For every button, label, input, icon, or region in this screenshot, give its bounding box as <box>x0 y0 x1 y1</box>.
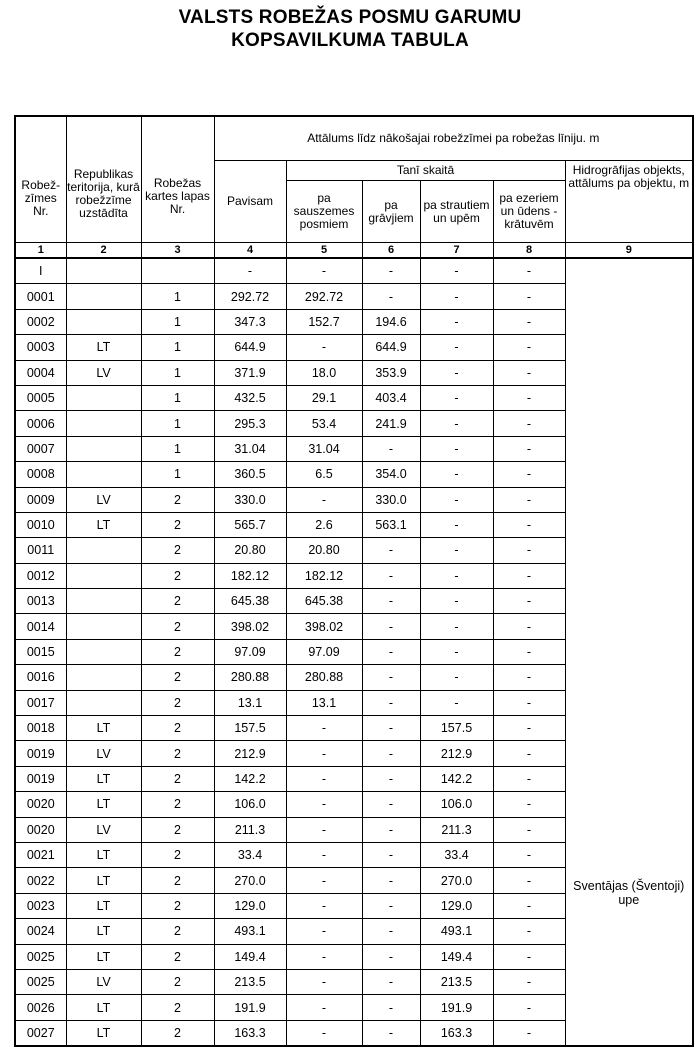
cell-map-sheet: 1 <box>141 309 214 334</box>
cell-map-sheet: 1 <box>141 411 214 436</box>
cell-map-sheet: 2 <box>141 817 214 842</box>
cell-land-distance: - <box>286 919 362 944</box>
cell-lake-distance: - <box>493 741 565 766</box>
cell-total-distance: 565.7 <box>214 512 286 537</box>
cell-land-distance: - <box>286 792 362 817</box>
cell-boundary-mark-nr: 0011 <box>15 538 66 563</box>
cell-total-distance: 371.9 <box>214 360 286 385</box>
cell-map-sheet: 2 <box>141 665 214 690</box>
cell-map-sheet: 2 <box>141 741 214 766</box>
cell-ditch-distance: 330.0 <box>362 487 420 512</box>
cell-territory: LV <box>66 817 141 842</box>
cell-land-distance: - <box>286 716 362 741</box>
cell-land-distance: - <box>286 487 362 512</box>
cell-map-sheet: 2 <box>141 512 214 537</box>
cell-total-distance: - <box>214 258 286 284</box>
cell-total-distance: 270.0 <box>214 868 286 893</box>
cell-ditch-distance: - <box>362 766 420 791</box>
cell-river-distance: - <box>420 614 493 639</box>
cell-river-distance: 213.5 <box>420 969 493 994</box>
cell-lake-distance: - <box>493 690 565 715</box>
cell-boundary-mark-nr: 0004 <box>15 360 66 385</box>
cell-map-sheet: 2 <box>141 893 214 918</box>
cell-map-sheet: 2 <box>141 792 214 817</box>
header-republic-territory: Republikas teritorija, kurā robežzīme uzstādīta <box>66 116 141 243</box>
table-header <box>15 116 693 258</box>
cell-river-distance: 149.4 <box>420 944 493 969</box>
cell-map-sheet: 1 <box>141 335 214 360</box>
cell-boundary-mark-nr: 0025 <box>15 969 66 994</box>
cell-lake-distance: - <box>493 995 565 1020</box>
cell-map-sheet: 2 <box>141 716 214 741</box>
cell-lake-distance: - <box>493 335 565 360</box>
cell-ditch-distance: - <box>362 716 420 741</box>
cell-lake-distance: - <box>493 284 565 309</box>
cell-territory <box>66 385 141 410</box>
cell-map-sheet: 1 <box>141 462 214 487</box>
cell-total-distance: 645.38 <box>214 589 286 614</box>
cell-territory: LT <box>66 868 141 893</box>
cell-territory <box>66 589 141 614</box>
header-land-segments: pa sauszemes posmiem <box>286 181 362 243</box>
cell-total-distance: 157.5 <box>214 716 286 741</box>
cell-boundary-mark-nr: 0019 <box>15 741 66 766</box>
header-distance-group: Attālums līdz nākošajai robežzīmei pa robežas līniju. m <box>214 116 693 161</box>
cell-lake-distance: - <box>493 589 565 614</box>
cell-boundary-mark-nr: 0014 <box>15 614 66 639</box>
cell-land-distance: - <box>286 741 362 766</box>
cell-territory: LT <box>66 716 141 741</box>
cell-ditch-distance: - <box>362 563 420 588</box>
cell-ditch-distance: 563.1 <box>362 512 420 537</box>
cell-boundary-mark-nr: 0006 <box>15 411 66 436</box>
border-segments-table <box>14 115 694 1047</box>
cell-total-distance: 106.0 <box>214 792 286 817</box>
cell-boundary-mark-nr: 0005 <box>15 385 66 410</box>
cell-boundary-mark-nr: 0016 <box>15 665 66 690</box>
cell-ditch-distance: - <box>362 995 420 1020</box>
cell-ditch-distance: - <box>362 842 420 867</box>
cell-river-distance: - <box>420 690 493 715</box>
cell-boundary-mark-nr: 0019 <box>15 766 66 791</box>
cell-map-sheet: 2 <box>141 766 214 791</box>
cell-map-sheet: 1 <box>141 360 214 385</box>
cell-lake-distance: - <box>493 766 565 791</box>
cell-land-distance: 280.88 <box>286 665 362 690</box>
title-line-2: KOPSAVILKUMA TABULA <box>231 30 469 51</box>
column-number: 1 <box>15 243 66 259</box>
cell-lake-distance: - <box>493 360 565 385</box>
cell-land-distance: - <box>286 335 362 360</box>
cell-land-distance: 18.0 <box>286 360 362 385</box>
cell-territory: LT <box>66 335 141 360</box>
cell-boundary-mark-nr: 0026 <box>15 995 66 1020</box>
cell-total-distance: 493.1 <box>214 919 286 944</box>
cell-lake-distance: - <box>493 563 565 588</box>
column-number: 2 <box>66 243 141 259</box>
cell-land-distance: 31.04 <box>286 436 362 461</box>
table-row <box>15 741 693 766</box>
column-number: 5 <box>286 243 362 259</box>
cell-lake-distance: - <box>493 411 565 436</box>
cell-territory: LT <box>66 792 141 817</box>
cell-total-distance: 149.4 <box>214 944 286 969</box>
column-number: 7 <box>420 243 493 259</box>
table-body <box>15 258 693 1046</box>
cell-lake-distance: - <box>493 919 565 944</box>
cell-map-sheet: 2 <box>141 614 214 639</box>
cell-boundary-mark-nr: 0027 <box>15 1020 66 1046</box>
cell-total-distance: 211.3 <box>214 817 286 842</box>
cell-total-distance: 213.5 <box>214 969 286 994</box>
cell-total-distance: 360.5 <box>214 462 286 487</box>
cell-land-distance: - <box>286 969 362 994</box>
cell-total-distance: 33.4 <box>214 842 286 867</box>
cell-river-distance: - <box>420 538 493 563</box>
column-number: 9 <box>565 243 693 259</box>
cell-lake-distance: - <box>493 817 565 842</box>
cell-map-sheet: 1 <box>141 436 214 461</box>
cell-territory <box>66 665 141 690</box>
cell-land-distance: 53.4 <box>286 411 362 436</box>
cell-lake-distance: - <box>493 1020 565 1046</box>
cell-ditch-distance: 353.9 <box>362 360 420 385</box>
cell-territory <box>66 411 141 436</box>
cell-river-distance: - <box>420 385 493 410</box>
cell-ditch-distance: - <box>362 538 420 563</box>
cell-total-distance: 398.02 <box>214 614 286 639</box>
cell-map-sheet: 2 <box>141 995 214 1020</box>
cell-ditch-distance: 354.0 <box>362 462 420 487</box>
cell-map-sheet: 2 <box>141 868 214 893</box>
column-number: 8 <box>493 243 565 259</box>
cell-river-distance: - <box>420 487 493 512</box>
cell-boundary-mark-nr: 0022 <box>15 868 66 893</box>
cell-boundary-mark-nr: 0021 <box>15 842 66 867</box>
cell-ditch-distance: - <box>362 817 420 842</box>
cell-lake-distance: - <box>493 792 565 817</box>
cell-river-distance: 157.5 <box>420 716 493 741</box>
cell-ditch-distance: - <box>362 614 420 639</box>
cell-river-distance: - <box>420 360 493 385</box>
cell-lake-distance: - <box>493 462 565 487</box>
cell-map-sheet: 1 <box>141 284 214 309</box>
cell-river-distance: 129.0 <box>420 893 493 918</box>
cell-territory: LV <box>66 487 141 512</box>
cell-land-distance: 29.1 <box>286 385 362 410</box>
cell-map-sheet: 2 <box>141 563 214 588</box>
cell-total-distance: 129.0 <box>214 893 286 918</box>
cell-land-distance: 292.72 <box>286 284 362 309</box>
cell-map-sheet: 2 <box>141 969 214 994</box>
cell-territory: LV <box>66 741 141 766</box>
cell-land-distance: - <box>286 944 362 969</box>
cell-territory <box>66 462 141 487</box>
cell-map-sheet: 2 <box>141 842 214 867</box>
cell-total-distance: 163.3 <box>214 1020 286 1046</box>
cell-ditch-distance: 241.9 <box>362 411 420 436</box>
header-lakes-reservoirs: pa ezeriem un ūdens - krātuvēm <box>493 181 565 243</box>
cell-map-sheet: 2 <box>141 589 214 614</box>
cell-ditch-distance: - <box>362 919 420 944</box>
cell-territory <box>66 309 141 334</box>
cell-total-distance: 347.3 <box>214 309 286 334</box>
cell-territory: LT <box>66 944 141 969</box>
cell-total-distance: 97.09 <box>214 639 286 664</box>
cell-river-distance: 211.3 <box>420 817 493 842</box>
cell-total-distance: 280.88 <box>214 665 286 690</box>
cell-land-distance: - <box>286 817 362 842</box>
cell-boundary-mark-nr: 0007 <box>15 436 66 461</box>
cell-boundary-mark-nr: 0010 <box>15 512 66 537</box>
header-map-sheet-nr: Robežas kartes lapas Nr. <box>141 116 214 243</box>
cell-land-distance: - <box>286 842 362 867</box>
cell-map-sheet <box>141 258 214 284</box>
cell-boundary-mark-nr: 0012 <box>15 563 66 588</box>
cell-boundary-mark-nr: 0013 <box>15 589 66 614</box>
cell-land-distance: 645.38 <box>286 589 362 614</box>
cell-lake-distance: - <box>493 487 565 512</box>
cell-map-sheet: 2 <box>141 639 214 664</box>
cell-lake-distance: - <box>493 842 565 867</box>
cell-land-distance: 398.02 <box>286 614 362 639</box>
cell-total-distance: 191.9 <box>214 995 286 1020</box>
cell-land-distance: 152.7 <box>286 309 362 334</box>
cell-lake-distance: - <box>493 639 565 664</box>
cell-boundary-mark-nr: 0020 <box>15 792 66 817</box>
cell-river-distance: - <box>420 563 493 588</box>
cell-lake-distance: - <box>493 868 565 893</box>
cell-lake-distance: - <box>493 893 565 918</box>
cell-boundary-mark-nr: 0015 <box>15 639 66 664</box>
cell-land-distance: 20.80 <box>286 538 362 563</box>
cell-boundary-mark-nr: 0003 <box>15 335 66 360</box>
cell-river-distance: 142.2 <box>420 766 493 791</box>
cell-river-distance: - <box>420 436 493 461</box>
cell-map-sheet: 2 <box>141 1020 214 1046</box>
cell-land-distance: 6.5 <box>286 462 362 487</box>
header-boundary-mark-nr: Robež-zīmes Nr. <box>15 116 66 243</box>
cell-river-distance: - <box>420 309 493 334</box>
cell-total-distance: 292.72 <box>214 284 286 309</box>
cell-ditch-distance: 403.4 <box>362 385 420 410</box>
cell-boundary-mark-nr: 0020 <box>15 817 66 842</box>
cell-lake-distance: - <box>493 944 565 969</box>
column-number: 3 <box>141 243 214 259</box>
cell-total-distance: 432.5 <box>214 385 286 410</box>
cell-territory: LT <box>66 995 141 1020</box>
column-number: 6 <box>362 243 420 259</box>
cell-ditch-distance: - <box>362 258 420 284</box>
cell-territory <box>66 284 141 309</box>
cell-boundary-mark-nr: 0008 <box>15 462 66 487</box>
cell-river-distance: 163.3 <box>420 1020 493 1046</box>
header-hydrographic-object: Hidrogrāfijas objekts, attālums pa objektu, m <box>565 161 693 243</box>
header-total: Pavisam <box>214 161 286 243</box>
cell-lake-distance: - <box>493 258 565 284</box>
cell-territory: LT <box>66 919 141 944</box>
cell-ditch-distance: - <box>362 741 420 766</box>
cell-territory <box>66 436 141 461</box>
cell-territory <box>66 690 141 715</box>
column-number: 4 <box>214 243 286 259</box>
cell-river-distance: - <box>420 258 493 284</box>
cell-boundary-mark-nr: 0024 <box>15 919 66 944</box>
cell-land-distance: 2.6 <box>286 512 362 537</box>
header-of-which: Tanī skaitā <box>286 161 565 181</box>
cell-river-distance: 493.1 <box>420 919 493 944</box>
cell-lake-distance: - <box>493 385 565 410</box>
cell-map-sheet: 2 <box>141 944 214 969</box>
cell-river-distance: - <box>420 462 493 487</box>
cell-land-distance: - <box>286 766 362 791</box>
cell-river-distance: 212.9 <box>420 741 493 766</box>
cell-boundary-mark-nr: 0017 <box>15 690 66 715</box>
cell-river-distance: - <box>420 335 493 360</box>
cell-hydro-object: Sventājas (Šventoji) upe <box>565 741 693 1046</box>
cell-territory <box>66 639 141 664</box>
cell-total-distance: 330.0 <box>214 487 286 512</box>
cell-land-distance: - <box>286 995 362 1020</box>
cell-ditch-distance: - <box>362 792 420 817</box>
cell-boundary-mark-nr: 0001 <box>15 284 66 309</box>
cell-land-distance: 182.12 <box>286 563 362 588</box>
cell-lake-distance: - <box>493 436 565 461</box>
cell-hydro-empty <box>565 258 693 741</box>
cell-lake-distance: - <box>493 665 565 690</box>
cell-territory: LV <box>66 360 141 385</box>
cell-map-sheet: 1 <box>141 385 214 410</box>
cell-land-distance: - <box>286 893 362 918</box>
cell-ditch-distance: - <box>362 665 420 690</box>
cell-map-sheet: 2 <box>141 919 214 944</box>
cell-river-distance: - <box>420 512 493 537</box>
cell-territory <box>66 538 141 563</box>
cell-map-sheet: 2 <box>141 690 214 715</box>
cell-territory: LT <box>66 1020 141 1046</box>
cell-land-distance: - <box>286 868 362 893</box>
cell-lake-distance: - <box>493 614 565 639</box>
cell-territory: LT <box>66 512 141 537</box>
cell-river-distance: - <box>420 284 493 309</box>
cell-river-distance: 270.0 <box>420 868 493 893</box>
cell-boundary-mark-nr: 0002 <box>15 309 66 334</box>
cell-ditch-distance: 644.9 <box>362 335 420 360</box>
cell-lake-distance: - <box>493 716 565 741</box>
cell-map-sheet: 2 <box>141 487 214 512</box>
cell-total-distance: 295.3 <box>214 411 286 436</box>
cell-lake-distance: - <box>493 512 565 537</box>
cell-boundary-mark-nr: 0018 <box>15 716 66 741</box>
cell-territory: LV <box>66 969 141 994</box>
cell-boundary-mark-nr: 0023 <box>15 893 66 918</box>
cell-total-distance: 212.9 <box>214 741 286 766</box>
cell-land-distance: 97.09 <box>286 639 362 664</box>
cell-boundary-mark-nr: 0025 <box>15 944 66 969</box>
cell-territory: LT <box>66 842 141 867</box>
header-streams-rivers: pa strautiem un upēm <box>420 181 493 243</box>
cell-territory <box>66 258 141 284</box>
cell-river-distance: - <box>420 639 493 664</box>
cell-ditch-distance: 194.6 <box>362 309 420 334</box>
cell-ditch-distance: - <box>362 589 420 614</box>
cell-boundary-mark-nr: I <box>15 258 66 284</box>
header-ditches: pa grāvjiem <box>362 181 420 243</box>
cell-ditch-distance: - <box>362 868 420 893</box>
cell-total-distance: 31.04 <box>214 436 286 461</box>
cell-ditch-distance: - <box>362 436 420 461</box>
cell-total-distance: 13.1 <box>214 690 286 715</box>
cell-total-distance: 20.80 <box>214 538 286 563</box>
cell-river-distance: 191.9 <box>420 995 493 1020</box>
cell-territory <box>66 563 141 588</box>
cell-ditch-distance: - <box>362 690 420 715</box>
cell-ditch-distance: - <box>362 639 420 664</box>
cell-river-distance: - <box>420 665 493 690</box>
cell-boundary-mark-nr: 0009 <box>15 487 66 512</box>
cell-ditch-distance: - <box>362 1020 420 1046</box>
cell-river-distance: - <box>420 411 493 436</box>
cell-ditch-distance: - <box>362 944 420 969</box>
table-row <box>15 258 693 284</box>
cell-ditch-distance: - <box>362 284 420 309</box>
cell-river-distance: - <box>420 589 493 614</box>
title-line-1: VALSTS ROBEŽAS POSMU GARUMU <box>178 7 522 28</box>
cell-ditch-distance: - <box>362 969 420 994</box>
cell-total-distance: 142.2 <box>214 766 286 791</box>
cell-lake-distance: - <box>493 969 565 994</box>
page-title <box>0 6 700 52</box>
cell-lake-distance: - <box>493 538 565 563</box>
cell-territory: LT <box>66 766 141 791</box>
cell-land-distance: - <box>286 258 362 284</box>
cell-ditch-distance: - <box>362 893 420 918</box>
cell-total-distance: 644.9 <box>214 335 286 360</box>
cell-river-distance: 33.4 <box>420 842 493 867</box>
cell-total-distance: 182.12 <box>214 563 286 588</box>
cell-land-distance: - <box>286 1020 362 1046</box>
cell-territory <box>66 614 141 639</box>
cell-map-sheet: 2 <box>141 538 214 563</box>
cell-land-distance: 13.1 <box>286 690 362 715</box>
column-number-row <box>15 243 693 259</box>
cell-territory: LT <box>66 893 141 918</box>
cell-lake-distance: - <box>493 309 565 334</box>
cell-river-distance: 106.0 <box>420 792 493 817</box>
